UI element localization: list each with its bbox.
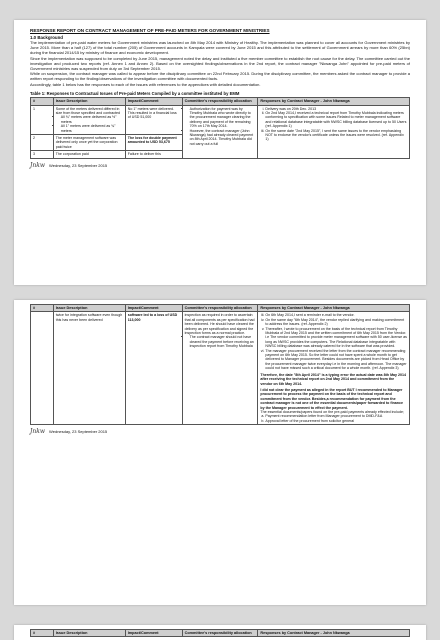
response-cell — [258, 105, 410, 158]
committee-bullet: • However, the contract manager (John Nkwanga) had already cleared payment on 8th April 2014. Timothy Mubbala did not carry out a full — [190, 129, 256, 147]
responses-table — [30, 97, 410, 158]
committee-bullet: • The contract manager should not have cleared the payment before receiving an inspection report from Timothy Mubbala — [190, 335, 256, 348]
header-response: Responses by Contract Manager - John Nkwanga — [258, 305, 410, 312]
response-item: ii. On 2nd May 2014,I received a technical report from Timothy Mubbala indicating meters conforming to specification with some issues Related to meter management software and relational database integratable with NWSC billing database licensed up to 50 Users (ref. Appendix 1) — [265, 111, 407, 129]
table-header-row — [31, 305, 410, 312]
responses-table-continued — [30, 304, 410, 425]
response-item: iii. On 6th May 2014,I sent a reminder e-mail to the vendor. — [265, 313, 407, 317]
row-number: 1 — [31, 105, 54, 134]
impact-cell: No 1" meters were delivered. This resulted in a financial loss of USD 51,000 — [125, 105, 182, 134]
row-number: 2 — [31, 135, 54, 151]
impact-cell: Failure to deliver this — [125, 151, 182, 158]
background-paragraph-4: Accordingly, table 1 below has the responses to each of the issues with references to the appendices with detailed documentation. — [30, 82, 261, 88]
header-number: # — [31, 305, 54, 312]
table-row — [31, 312, 410, 425]
issue-cell — [53, 105, 125, 134]
issue-text: Some of the meters delivered differed in size from those specified and contracted — [55, 106, 121, 115]
signature: Jnkw — [30, 161, 46, 169]
header-impact: Impact/Comment — [125, 98, 182, 105]
header-issue: Issue Description — [53, 98, 125, 105]
document-page-1 — [14, 20, 426, 285]
row-number — [31, 312, 54, 425]
header-issue: Issue Description — [53, 305, 125, 312]
header-committee: Committee's responsibility allocation — [182, 630, 258, 637]
response-subitem: a. Payment recommendation letter from Manager procurement to DMD-F&A — [265, 414, 407, 418]
header-impact: Impact/Comment — [125, 305, 182, 312]
header-response: Responses by Contract Manager - John Nkwanga — [258, 98, 410, 105]
page-footer — [30, 428, 410, 435]
issue-bullet: • All ¾" meters were delivered as ½" meters — [61, 115, 123, 124]
response-tail: The essential documents/papers found on the pre-paid payments already effected include; — [260, 409, 404, 414]
issue-cell: The meter management software was delivered only once yet the corporation paid twice — [53, 135, 125, 151]
impact-cell: software led to a loss of USD 113,000 — [125, 312, 182, 425]
impact-cell: The loss for double payment amounted to USD 53,675 — [125, 135, 182, 151]
response-bold-note: Therefore, the date "8th April 2014" is a typing error the actual date was 8th May 2014 after receiving the technical report on 2nd May 2014 and commitment from the vendor on 6th May 2014. — [260, 372, 407, 386]
page-footer — [30, 162, 410, 169]
header-impact: Impact/Comment — [125, 630, 182, 637]
response-item: i. Delivery was on 20th Dec. 2013 — [265, 107, 407, 111]
committee-cell — [182, 105, 258, 158]
response-subitem: b. Approval letter of the procurement from solicitor general — [265, 419, 407, 423]
header-committee: Committee's responsibility allocation — [182, 305, 258, 312]
table-caption: Table 1: Responses to Contractual Issues of Pre-paid Meters Compiled by a committee instituted by EMM — [30, 91, 240, 97]
table-row — [31, 105, 410, 134]
report-title: RESPONSE REPORT ON CONTRACT MANAGEMENT OF PRE-PAID METERS FOR GOVERNMENT MINISTRIES — [30, 28, 270, 33]
table-header-row — [31, 98, 410, 105]
footer-date: Wednesday, 23 September 2015 — [49, 429, 108, 435]
row-number: 3 — [31, 151, 54, 158]
committee-cell — [182, 312, 258, 425]
response-item: iii. On the same date "2nd May 2015", I sent the same issues to the vendor emphasizing NOT to endorse the vendor's certificate unless the issues were resolved. (ref. Appendix 1) — [265, 129, 407, 142]
committee-text: inspection as required in order to ascertain that all components as per specification had been delivered. He should have cleared the delivery as per specification and signed the inspection forms as a normal practice. — [184, 313, 255, 336]
header-number: # — [31, 98, 54, 105]
response-cell — [258, 312, 410, 425]
header-number: # — [31, 630, 54, 637]
issue-cell: twice for integration software even though this has never been delivered — [53, 312, 125, 425]
response-item: iv. On the same day "6th May 2014", the vendor replied clarifying and making commitment to address the issues. (ref. Appendix 2) — [265, 318, 407, 327]
header-response: Responses by Contract Manager - John Nkwanga — [258, 630, 410, 637]
issue-bullet: • All 1" meters were delivered as ¾" meters — [61, 124, 123, 133]
header-issue: Issue Description — [53, 630, 125, 637]
response-item: v. Thereafter, I wrote to procurement on the basis of the technical report from Timothy Mubbala of 2nd May 2015 and the written commitment of 6th May 2015 from the Vendor. i.e The vendor committed to provide meter management software with 50 user-license as long as NWSC provides the computers. The Relational database integratable with NWSC billing database was already catered for in the software that was provided. — [265, 327, 407, 349]
responses-table-continued — [30, 629, 410, 637]
background-paragraph-3: While on suspension, the contract manager was called to appear before the disciplinary committee on 22nd February 2015. During the disciplinary committee, the members asked the contract manager to provide a written report responding to the finding/observations of the investigation committee with documented facts. — [30, 71, 410, 82]
committee-bullet: • Authorization for payment was by Timothy Mubbala who wrote directly to the procurement manager clearing the delivery and payment of the remaining 70% on 17th May 2014. — [190, 107, 256, 129]
response-item: vi. The manager procurement received the letter from the contract manager recommending payment on 6th May 2015. So the letter could not have spent a whole month to get delivered to Manager procurement. Besides documents are picked from Head Office by the procurement manager twice everyday i.e in the morning and afternoon. The manager could not have missed such a critical document for a whole month. (ref. Appendix 3) — [265, 349, 407, 371]
footer-date: Wednesday, 23 September 2015 — [49, 162, 108, 168]
section-heading: 1.0 Background — [30, 35, 63, 40]
header-committee: Committee's responsibility allocation — [182, 98, 258, 105]
background-paragraph-2: Since the implementation was supposed to be completed by June 2015, management noted the delay and instituted a five member committee to establish the root cause for the delay. The committee carried out the investigation and produced two reports (ref. Annex 1 and Annex 2). Based on the oversighted findings/observations in the 2nd report, the contract manager "Nkwanga John" appointed for pre-paid meters of Government ministries was suspended from duty on 3rd September 2015. — [30, 55, 410, 71]
document-page-2 — [14, 300, 426, 605]
response-bold-statement: I did not clear the payment as alleged in the report BUT I recommended to Manager procurement to process the payment on the basis of the technical report and commitment from the vendor. Besides,a recommendation for payment from the contract manager is not one of the essential documents/paper forwarded to finance by the Manager procurement to effect the payment. — [260, 387, 403, 410]
document-page-3 — [14, 625, 426, 640]
table-header-row — [31, 630, 410, 637]
background-paragraph-1: The implementation of pre-paid water meters for Government ministries was launched on 8th May 2014 with Ministry of Healthy. The implementation was planned to cover all accounts for Government ministries by June 2015. More than a half (127) of the total number (205) of Government accounts in Kampala were covered by June 2015 and this attributed to the settlement of Government arrears by more than 60% (25bn) during the financial 2014/15 by ministry of finance and economic development. — [30, 40, 410, 55]
issue-cell: The corporation paid — [53, 151, 125, 158]
signature: Jnkw — [30, 428, 46, 436]
